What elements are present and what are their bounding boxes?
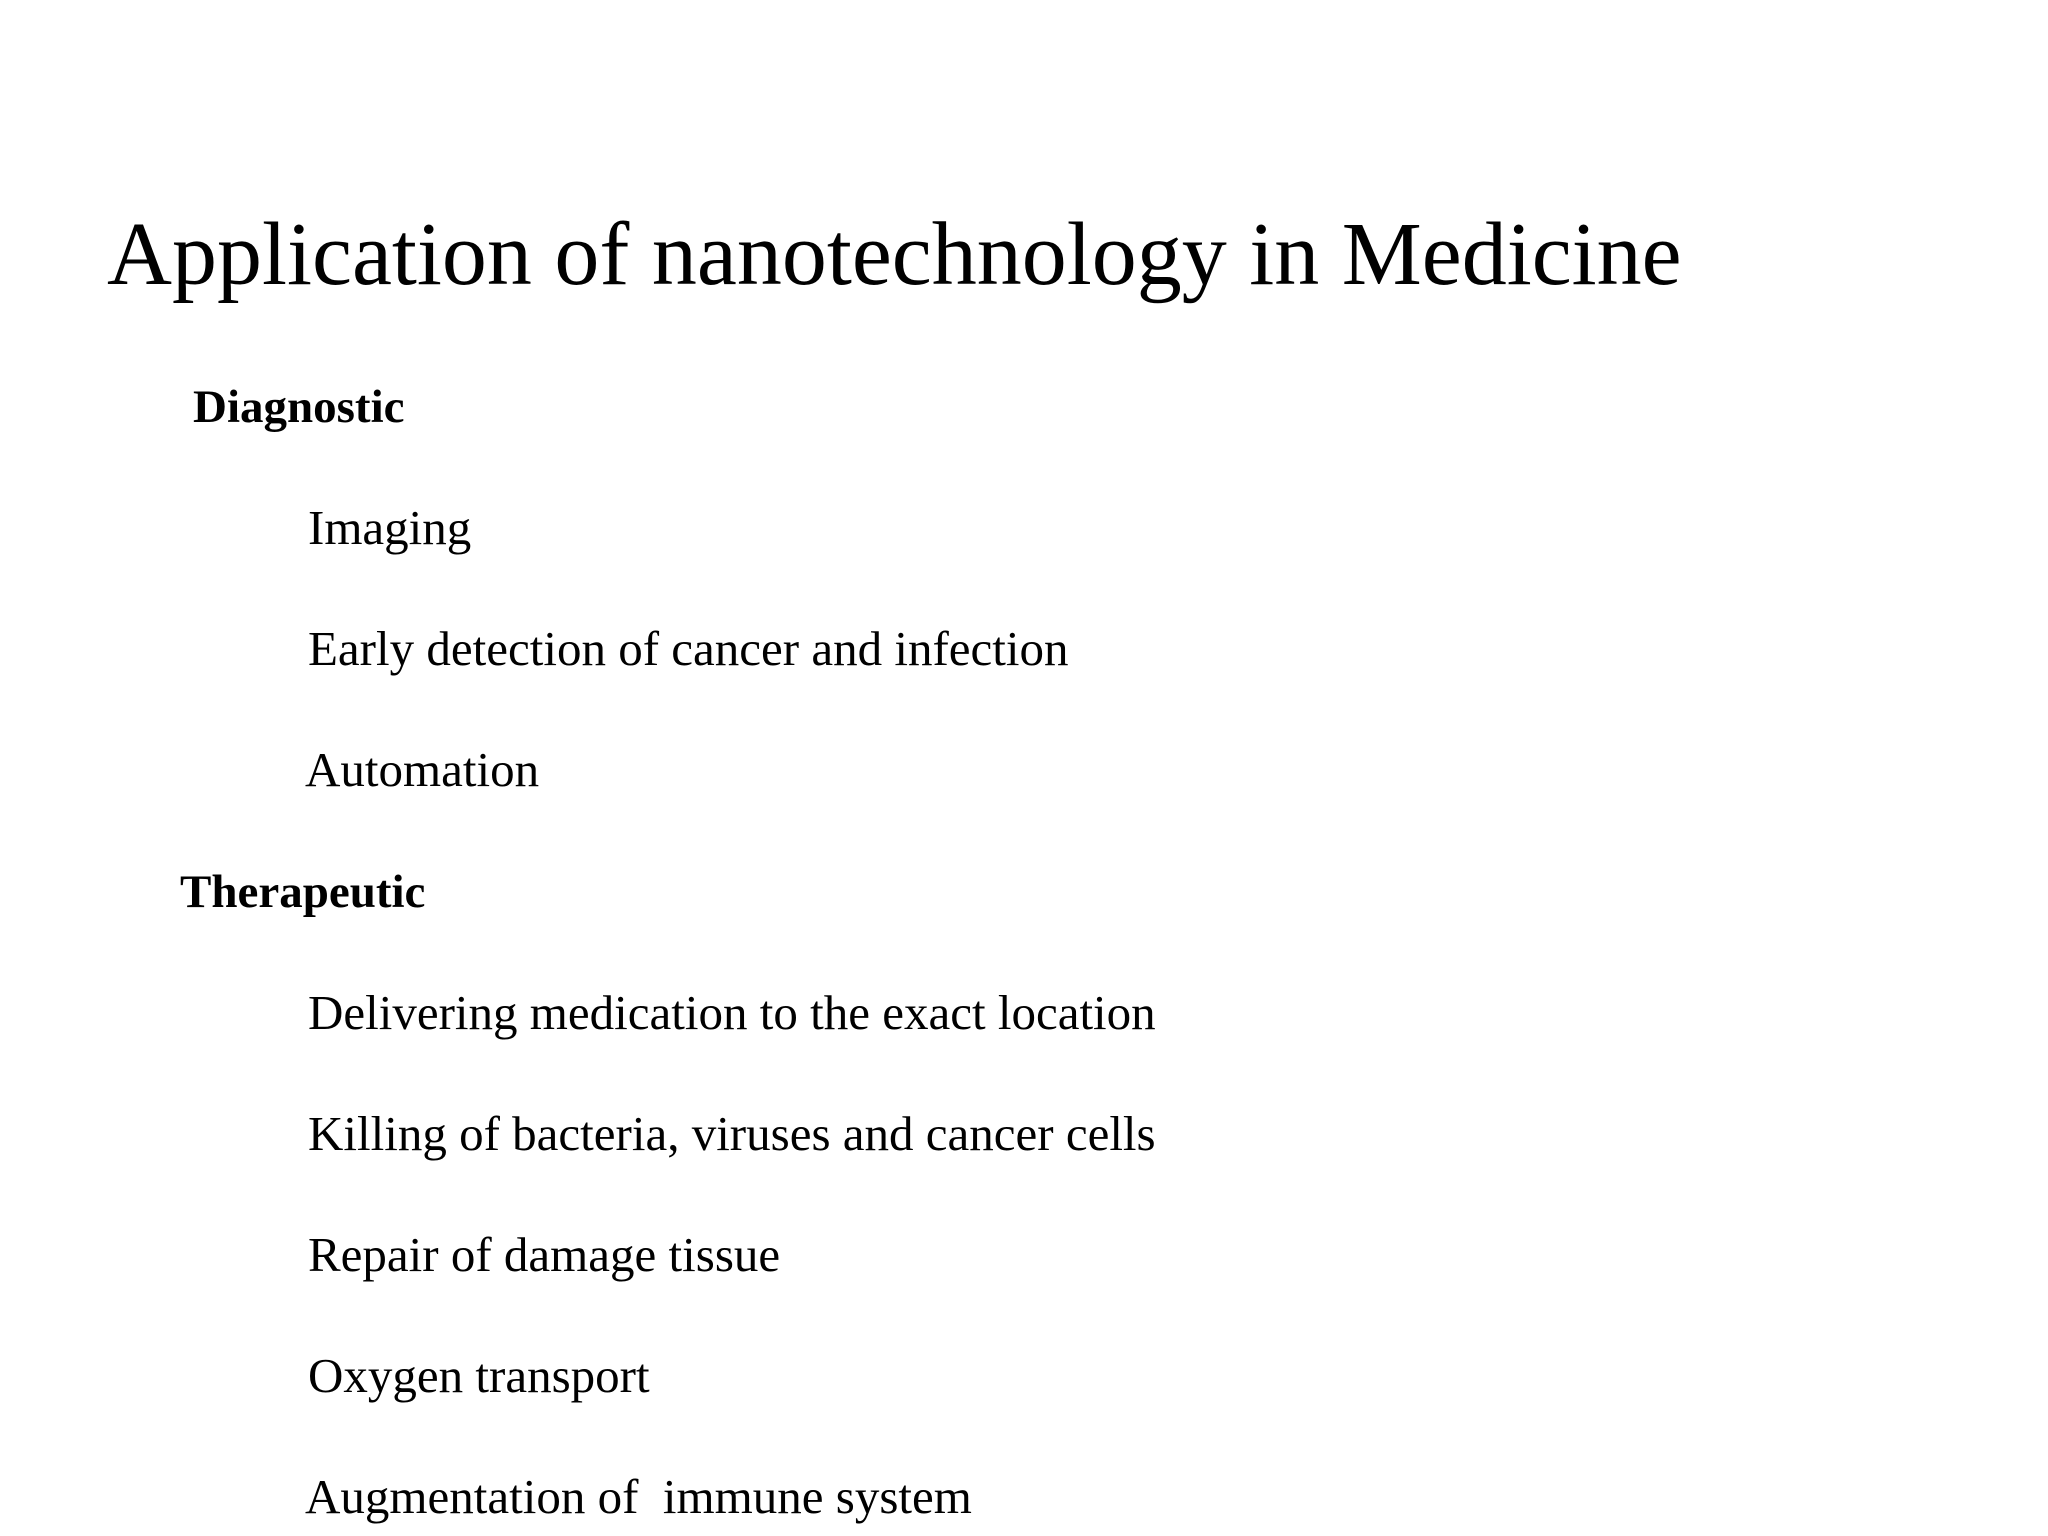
list-item-automation: Automation — [305, 742, 540, 797]
list-item-immune-augmentation: Augmentation of immune system — [305, 1469, 972, 1524]
list-item-oxygen-transport: Oxygen transport — [308, 1348, 650, 1403]
list-item-delivering-medication: Delivering medication to the exact location — [308, 985, 1156, 1040]
list-item-early-detection: Early detection of cancer and infection — [308, 621, 1069, 676]
section-heading-therapeutic: Therapeutic — [180, 866, 426, 918]
list-item-killing-bacteria: Killing of bacteria, viruses and cancer cells — [308, 1106, 1156, 1161]
list-item-repair-tissue: Repair of damage tissue — [308, 1227, 781, 1282]
list-item-imaging: Imaging — [308, 500, 472, 555]
slide-title: Application of nanotechnology in Medicine — [107, 205, 1682, 304]
section-heading-diagnostic: Diagnostic — [193, 381, 405, 433]
